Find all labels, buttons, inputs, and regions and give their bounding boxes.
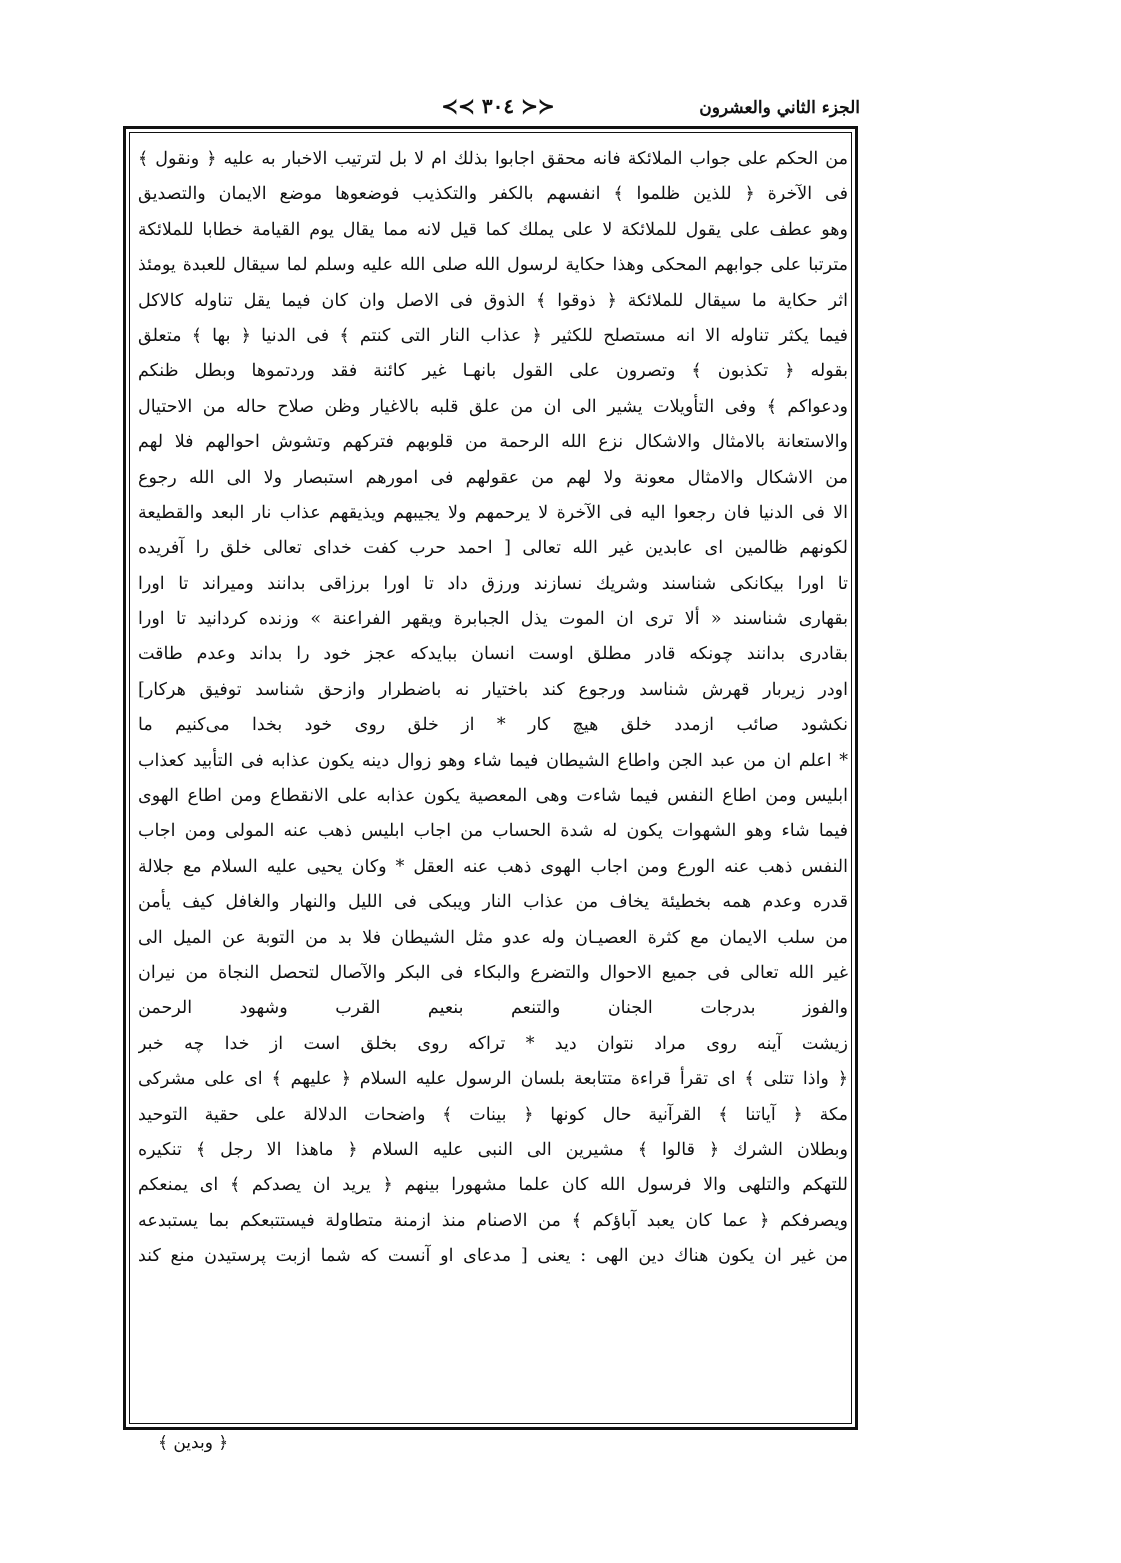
page-header (128, 92, 860, 128)
text-line: من سلب الايمان مع كثرة العصيـان وله عدو مثل الشيطان فلا بد من التوبة عن الميل الى (138, 927, 848, 948)
text-line: ابليس ومن اطاع النفس فيما شاءت وهى المعصية يكون عذابه على الانقطاع ومن اطاع الهوى (138, 786, 848, 807)
text-line: ﴿ واذا تتلى ﴾ اى تقرأ قراءة متتابعة بلسان الرسول عليه السلام ﴿ عليهم ﴾ اى على مشركى (138, 1069, 848, 1090)
text-line: والفوز بدرجات الجنان والتنعم بنعيم القرب وشهود الرحمن (138, 998, 848, 1019)
page-number: ≺≺ ٣٠٤ ≻≻ (441, 94, 555, 118)
text-line: مترتبا على جوابهم المحكى وهذا حكاية لرسول الله صلى الله عليه وسلم لما سيقال للعبدة يومئذ (138, 255, 848, 276)
text-line: لكونهم ظالمين اى عابدين غير الله تعالى [ احمد حرب كفت خداى تعالى خلق را آفريده (138, 538, 848, 559)
text-line: وبطلان الشرك ﴿ قالوا ﴾ مشيرين الى النبى عليه السلام ﴿ ماهذا الا رجل ﴾ تنكيره (138, 1139, 848, 1160)
verse-line: نكشود صائب ازمدد خلق هيچ كار * از خلق روى خود بخدا مى‌كنيم ما (138, 715, 848, 736)
verse-line: زيشت آينه روى مراد نتوان ديد * تراكه روى بخلق است از خدا چه خبر (138, 1033, 848, 1054)
text-line: فيما شاء وهو الشهوات يكون له شدة الحساب من اجاب ابليس ذهب عنه المولى ومن اجاب (138, 821, 848, 842)
text-line: والاستعانة بالامثال والاشكال نزع الله الرحمة من قلوبهم فتركهم وتشوش احوالهم فلا لهم (138, 432, 848, 453)
text-line: * اعلم ان من عبد الجن واطاع الشيطان فيما شاء وهو زوال دينه يكون عذابه فى التأبيد كعذاب (138, 750, 848, 771)
text-line: من الحكم على جواب الملائكة فانه محقق اجابوا بذلك ام لا بل لترتيب الاخبار به عليه ﴿ ونقول ﴾ (138, 149, 848, 169)
text-line: اثر حكاية ما سيقال للملائكة ﴿ ذوقوا ﴾ الذوق فى الاصل وان كان فيما يقل تناوله كالاكل (138, 290, 848, 311)
text-line: قدره وعدم همه بخطيئة يخاف من عذاب النار ويبكى فى الليل والنهار والغافل كيف يأمن (138, 892, 848, 913)
text-line: من غير ان يكون هناك دين الهى : يعنى [ مدعاى او آنست كه شما ازبت پرستيدن منع كند (138, 1246, 848, 1267)
text-line: ويصرفكم ﴿ عما كان يعبد آباؤكم ﴾ من الاصنام منذ ازمنة متطاولة فيستتبعكم بما يستبدعه (138, 1210, 848, 1231)
text-line: بقادرى بدانند چونكه قادر مطلق اوست انسان ببايدكه عجز خود را بداند وعدم طاقت (138, 644, 848, 665)
text-line: ودعواكم ﴾ وفى التأويلات يشير الى ان من علق قلبه بالاغيار وظن صلاح حاله من الاحتيال (138, 396, 848, 417)
text-line: فيما يكثر تناوله الا انه مستصلح للكثير ﴿ عذاب النار التى كنتم ﴾ فى الدنيا ﴿ بها ﴾ متعلق (138, 325, 848, 346)
main-text (138, 142, 848, 1275)
text-line: بقوله ﴿ تكذبون ﴾ وتصرون على القول بانهـا غير كائنة فقد وردتموها وبطل ظنكم (138, 361, 848, 382)
part-title: الجزء الثاني والعشرون (699, 98, 860, 118)
text-line: اودر زيربار قهرش شناسد ورجوع كند باختيار نه باضطرار وازحق شناسد توفيق هركار] (138, 679, 848, 700)
text-line: وهو عطف على يقول للملائكة لا على يملك كما قيل لانه مما يقال يوم القيامة خطابا للملائكة (138, 219, 848, 240)
text-line: فى الآخرة ﴿ للذين ظلموا ﴾ انفسهم بالكفر والتكذيب فوضعوها موضع الايمان والتصديق (138, 184, 848, 205)
text-line: من الاشكال والامثال معونة ولا لهم من عقولهم فى امورهم استبصار ولا الى الله رجوع (138, 467, 848, 488)
text-line: بقهارى شناسند « ألا ترى ان الموت يذل الجبابرة ويقهر الفراعنة » وزنده كردانيد تا اورا (138, 609, 848, 630)
text-line: للتهكم والتلهى والا فرسول الله كان علما مشهورا بينهم ﴿ يريد ان يصدكم ﴾ اى يمنعكم (138, 1175, 848, 1196)
text-line: مكة ﴿ آياتنا ﴾ القرآنية حال كونها ﴿ بينات ﴾ واضحات الدلالة على حقية التوحيد (138, 1104, 848, 1125)
text-line: غير الله تعالى فى جميع الاحوال والتضرع والبكاء فى البكر والآصال لتحصل النجاة من نيران (138, 962, 848, 983)
text-line: النفس ذهب عنه الورع ومن اجاب الهوى ذهب عنه العقل * وكان يحيى عليه السلام مع جلالة (138, 856, 848, 877)
text-line: الا فى الدنيا فان رجعوا اليه فى الآخرة لا يرحمهم ولا يجيبهم ويذيقهم عذاب نار البعد والقطيعة (138, 502, 848, 523)
catchword: ﴿ وبدين ﴾ (158, 1433, 229, 1453)
text-line: تا اورا بيكانكى شناسند وشريك نسازند ورزق داد تا اورا برزاقى بدانند وميراند تا اورا (138, 573, 848, 594)
